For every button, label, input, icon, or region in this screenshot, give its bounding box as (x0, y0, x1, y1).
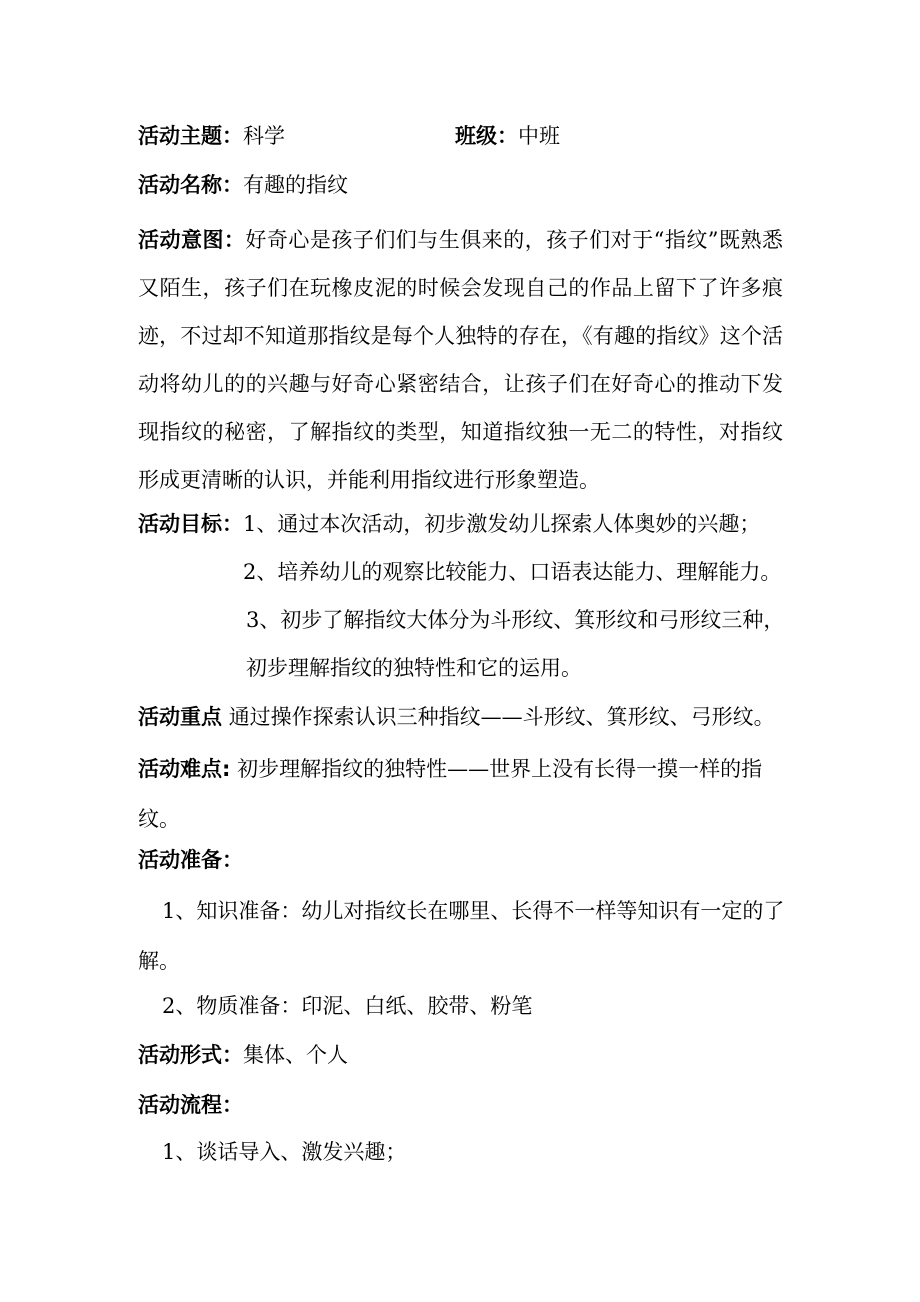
activity-name-row (138, 171, 348, 199)
activity-name-label: 活动名称： (138, 173, 243, 197)
goals-row (138, 510, 760, 538)
preparation-item-1: 1、知识准备：幼儿对指纹长在哪里、长得不一样等知识有一定的了解。 (138, 899, 785, 973)
goal-item-3: 3、初步了解指纹大体分为斗形纹、箕形纹和弓形纹三种， (246, 608, 785, 632)
form-label: 活动形式： (138, 1043, 243, 1067)
theme-row (138, 122, 285, 150)
form-row (138, 1041, 348, 1069)
key-point-text: 通过操作探索认识三种指纹——斗形纹、箕形纹、弓形纹。 (228, 705, 775, 729)
theme-value: 科学 (243, 124, 285, 148)
key-point-row (138, 703, 775, 731)
flow-item-1: 1、谈话导入、激发兴趣； (162, 1140, 407, 1164)
preparation-item-2: 2、物质准备：印泥、白纸、胶带、粉笔 (162, 994, 533, 1018)
difficulty-paragraph (138, 744, 788, 844)
preparation-heading (138, 846, 243, 874)
form-value: 集体、个人 (243, 1043, 348, 1067)
theme-label: 活动主题： (138, 124, 243, 148)
class-row (455, 122, 560, 150)
activity-name-value: 有趣的指纹 (243, 173, 348, 197)
difficulty-text: 初步理解指纹的独特性——世界上没有长得一摸一样的指纹。 (138, 757, 763, 831)
difficulty-label: 活动难点: (138, 757, 231, 781)
preparation-label: 活动准备： (138, 848, 243, 872)
intent-text: 好奇心是孩子们们与生俱来的，孩子们对于“指纹”既熟悉又陌生，孩子们在玩橡皮泥的时候会发现自己的作品上留下了许多痕迹，不过却不知道那指纹是每个人独特的存在，《有趣的指纹》这个活动将幼儿的的兴趣与好奇心紧密结合，让孩子们在好奇心的推动下发现指纹的秘密，了解指纹的类型，知道指纹独一无二的特性，对指纹形成更清晰的认识，并能利用指纹进行形象塑造。 (138, 228, 783, 492)
goal-item-1: 1、通过本次活动，初步激发幼儿探索人体奥妙的兴趣； (243, 512, 761, 536)
class-label: 班级： (455, 124, 518, 148)
class-value: 中班 (518, 124, 560, 148)
flow-label: 活动流程： (138, 1093, 243, 1117)
goals-label: 活动目标： (138, 512, 243, 536)
flow-heading (138, 1091, 243, 1119)
goal-item-3-continued: 初步理解指纹的独特性和它的运用。 (246, 656, 582, 680)
intent-paragraph (138, 216, 783, 504)
intent-label: 活动意图： (138, 228, 246, 252)
key-point-label: 活动重点 (138, 705, 222, 729)
goal-item-2: 2、培养幼儿的观察比较能力、口语表达能力、理解能力。 (243, 560, 782, 584)
